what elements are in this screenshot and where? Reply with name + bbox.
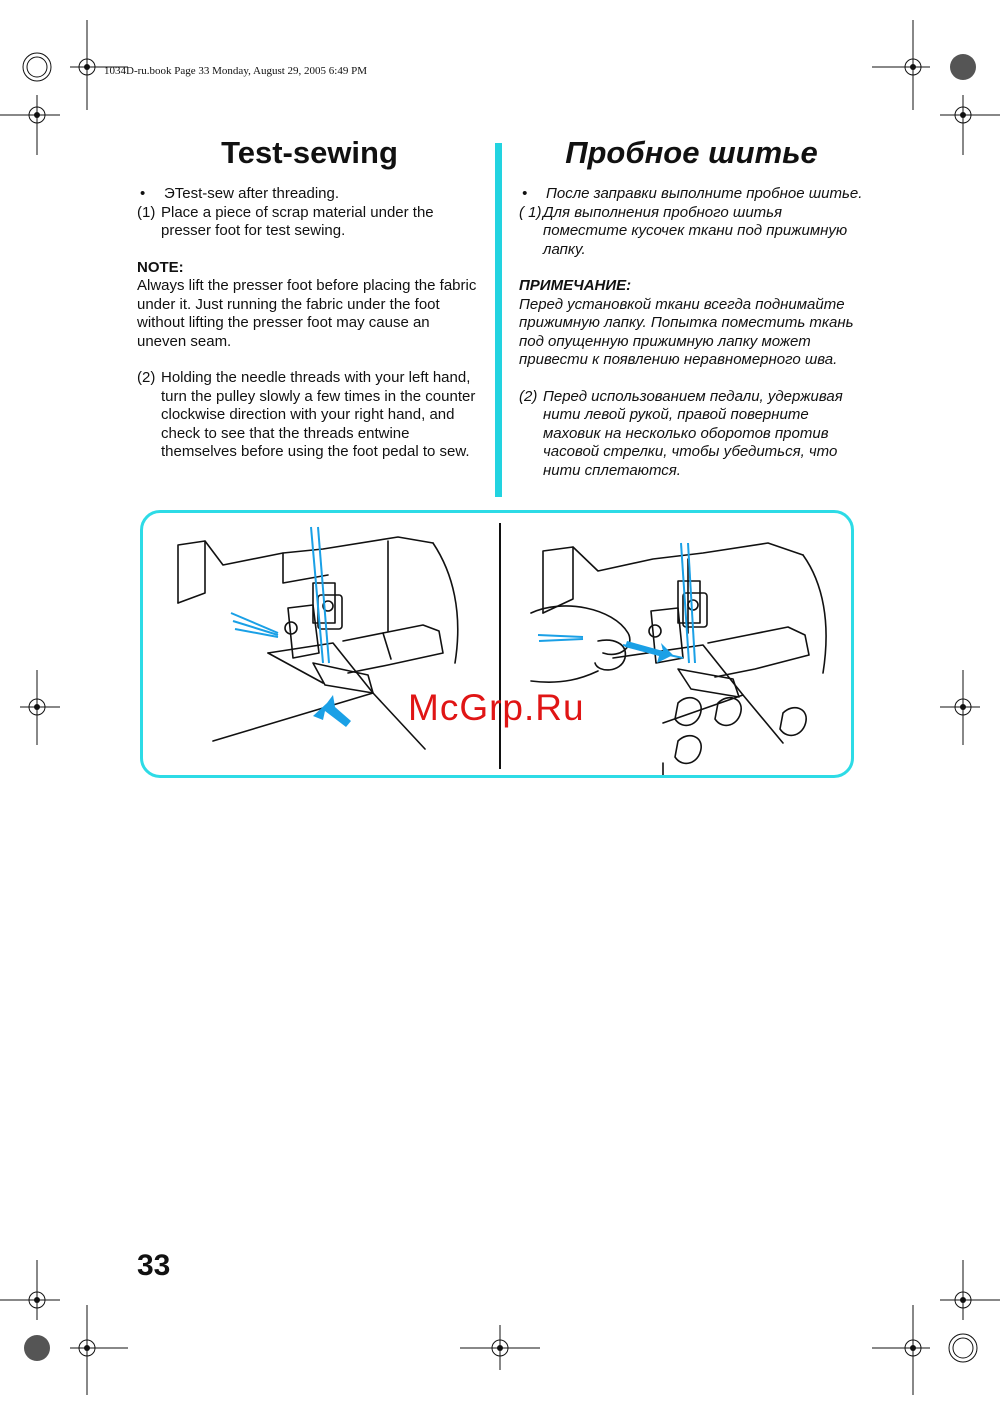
russian-note-heading: ПРИМЕЧАНИЕ: (519, 277, 632, 294)
step-number: ( 1) (519, 203, 542, 221)
english-note-text: Always lift the presser foot before placing the fabric under it. Just running the fabric under the foot without lifting the presser foot may cause an uneven seam. (137, 277, 477, 350)
english-step-1-text: Place a piece of scrap material under the presser foot for test sewing. (161, 203, 434, 239)
russian-title: Пробное шитье (565, 135, 818, 170)
english-step-2-text: Holding the needle threads with your left hand, turn the pulley slowly a few times in the counter clockwise direction with your right hand, and check to see that the threads entwine themselves before using the foot pedal to sew. (161, 369, 476, 460)
russian-step-2-text: Перед использованием педали, удерживая нити левой рукой, правой поверните маховик на несколько оборотов против часовой стрелки, чтобы убедиться, что нити сплетаются. (543, 387, 843, 479)
bullet-marker: • (522, 185, 528, 202)
watermark: McGrp.Ru (408, 687, 585, 728)
bullet-marker: • (140, 185, 146, 202)
english-title: Test-sewing (221, 135, 398, 170)
file-info-header: 1034D-ru.book Page 33 Monday, August 29, 2005 6:49 PM (104, 65, 367, 77)
step-number: (2) (137, 369, 156, 386)
page-number: 33 (137, 1249, 171, 1282)
russian-bullet-text: После заправки выполните пробное шитье. (546, 185, 863, 202)
step-number: (2) (519, 387, 538, 405)
english-bullet-text: ЭTest-sew after threading. (164, 185, 340, 202)
step-number: (1) (137, 203, 156, 221)
russian-step-1-text: Для выполнения пробного шитья поместите кусочек ткани под прижимную лапку. (543, 203, 848, 258)
english-note-heading: NOTE: (137, 258, 184, 276)
russian-note-text: Перед установкой ткани всегда поднимайте прижимную лапку. Попытка поместить ткань под опущенную прижимную лапку может привести к появлению неравномерного шва. (519, 295, 854, 368)
